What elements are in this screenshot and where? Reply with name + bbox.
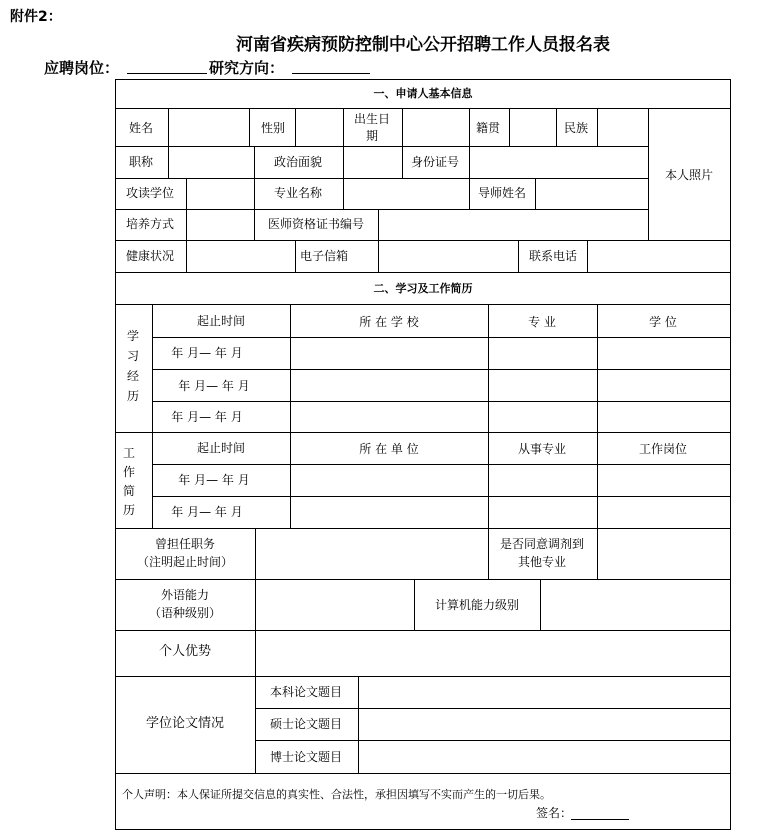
study-date-row2[interactable]: 年 月— 年 月: [178, 379, 250, 393]
work-unit-header: 所 在 单 位: [359, 442, 419, 456]
position-field[interactable]: [127, 73, 207, 74]
name-label: 姓名: [128, 121, 154, 135]
id-number-label: 身份证号: [410, 155, 460, 169]
duty-field[interactable]: [256, 529, 488, 579]
work-period-header: 起止时间: [196, 441, 246, 455]
job-title-field[interactable]: [169, 147, 254, 178]
major-field[interactable]: [344, 179, 469, 209]
email-field[interactable]: [379, 241, 518, 272]
master-thesis-field[interactable]: [359, 709, 730, 740]
personal-statement: 个人声明：本人保证所提交信息的真实性、合法性，承担因填写不实而产生的一切后果。: [122, 788, 551, 801]
form-title: 河南省疾病预防控制中心公开招聘工作人员报名表: [236, 35, 610, 55]
photo-placeholder[interactable]: 本人照片: [664, 168, 714, 182]
native-field[interactable]: [510, 109, 556, 146]
birth-field[interactable]: [403, 109, 469, 146]
name-field[interactable]: [169, 109, 249, 146]
study-date-row3[interactable]: 年 月— 年 月: [171, 410, 243, 424]
language-label-line1: 外语能力: [160, 588, 210, 602]
duty-label-line2: （注明起止时间）: [136, 555, 234, 569]
phone-label: 联系电话: [528, 249, 578, 263]
phone-field[interactable]: [588, 241, 730, 272]
birth-label-line1: 出生日: [353, 112, 391, 126]
major-label: 专业名称: [273, 186, 323, 200]
doctor-thesis-label: 博士论文题目: [269, 750, 343, 764]
training-field[interactable]: [187, 210, 254, 240]
language-field[interactable]: [256, 580, 414, 630]
position-label: 应聘岗位：: [44, 59, 120, 77]
bachelor-thesis-field[interactable]: [359, 677, 730, 708]
study-date-row1[interactable]: 年 月— 年 月: [171, 346, 243, 360]
work-date-row2[interactable]: 年 月— 年 月: [171, 505, 243, 519]
signature-field[interactable]: [571, 819, 629, 820]
political-field[interactable]: [344, 147, 402, 178]
study-degree-header: 学 位: [649, 315, 677, 329]
study-period-header: 起止时间: [196, 314, 246, 328]
email-label: 电子信箱: [299, 249, 349, 263]
work-field-header: 从事专业: [517, 442, 567, 456]
gender-label: 性别: [260, 121, 286, 135]
health-label: 健康状况: [125, 249, 175, 263]
adjust-field[interactable]: [598, 529, 730, 579]
language-label-line2: （语种级别）: [148, 606, 222, 620]
thesis-label: 学位论文情况: [145, 716, 225, 731]
gender-field[interactable]: [296, 109, 343, 146]
training-label: 培养方式: [125, 217, 175, 231]
section2-title: 二、学习及工作简历: [373, 282, 473, 295]
supervisor-field[interactable]: [536, 179, 648, 209]
license-field[interactable]: [379, 210, 648, 240]
degree-label: 攻读学位: [125, 186, 175, 200]
computer-label: 计算机能力级别: [434, 598, 520, 612]
section1-title: 一、申请人基本信息: [373, 87, 473, 100]
ethnic-label: 民族: [563, 121, 589, 135]
work-date-row1[interactable]: 年 月— 年 月: [178, 473, 250, 487]
id-number-field[interactable]: [470, 147, 648, 178]
doctor-thesis-field[interactable]: [359, 741, 730, 773]
study-school-header: 所 在 学 校: [359, 315, 419, 329]
direction-field[interactable]: [292, 73, 370, 74]
duty-label-line1: 曾担任职务: [154, 537, 216, 551]
computer-field[interactable]: [541, 580, 730, 630]
master-thesis-label: 硕士论文题目: [269, 717, 343, 731]
ethnic-field[interactable]: [598, 109, 648, 146]
adjust-label-line2: 其他专业: [517, 555, 567, 569]
bachelor-thesis-label: 本科论文题目: [269, 685, 343, 699]
adjust-label-line1: 是否同意调剂到: [499, 537, 585, 551]
health-field[interactable]: [187, 241, 295, 272]
native-label: 籍贯: [475, 121, 501, 135]
birth-label-line2: 期: [365, 129, 379, 143]
advantage-label: 个人优势: [158, 644, 212, 659]
study-major-header: 专 业: [528, 315, 556, 329]
job-title-label: 职称: [128, 155, 154, 169]
degree-field[interactable]: [187, 179, 254, 209]
license-label: 医师资格证书编号: [267, 217, 365, 231]
work-position-header: 工作岗位: [638, 442, 688, 456]
supervisor-label: 导师姓名: [477, 186, 527, 200]
advantage-field[interactable]: [256, 631, 730, 676]
signature-label: 签名：: [536, 806, 573, 820]
attachment-label: 附件2：: [10, 9, 62, 25]
direction-label: 研究方向：: [209, 59, 285, 77]
political-label: 政治面貌: [273, 155, 323, 169]
